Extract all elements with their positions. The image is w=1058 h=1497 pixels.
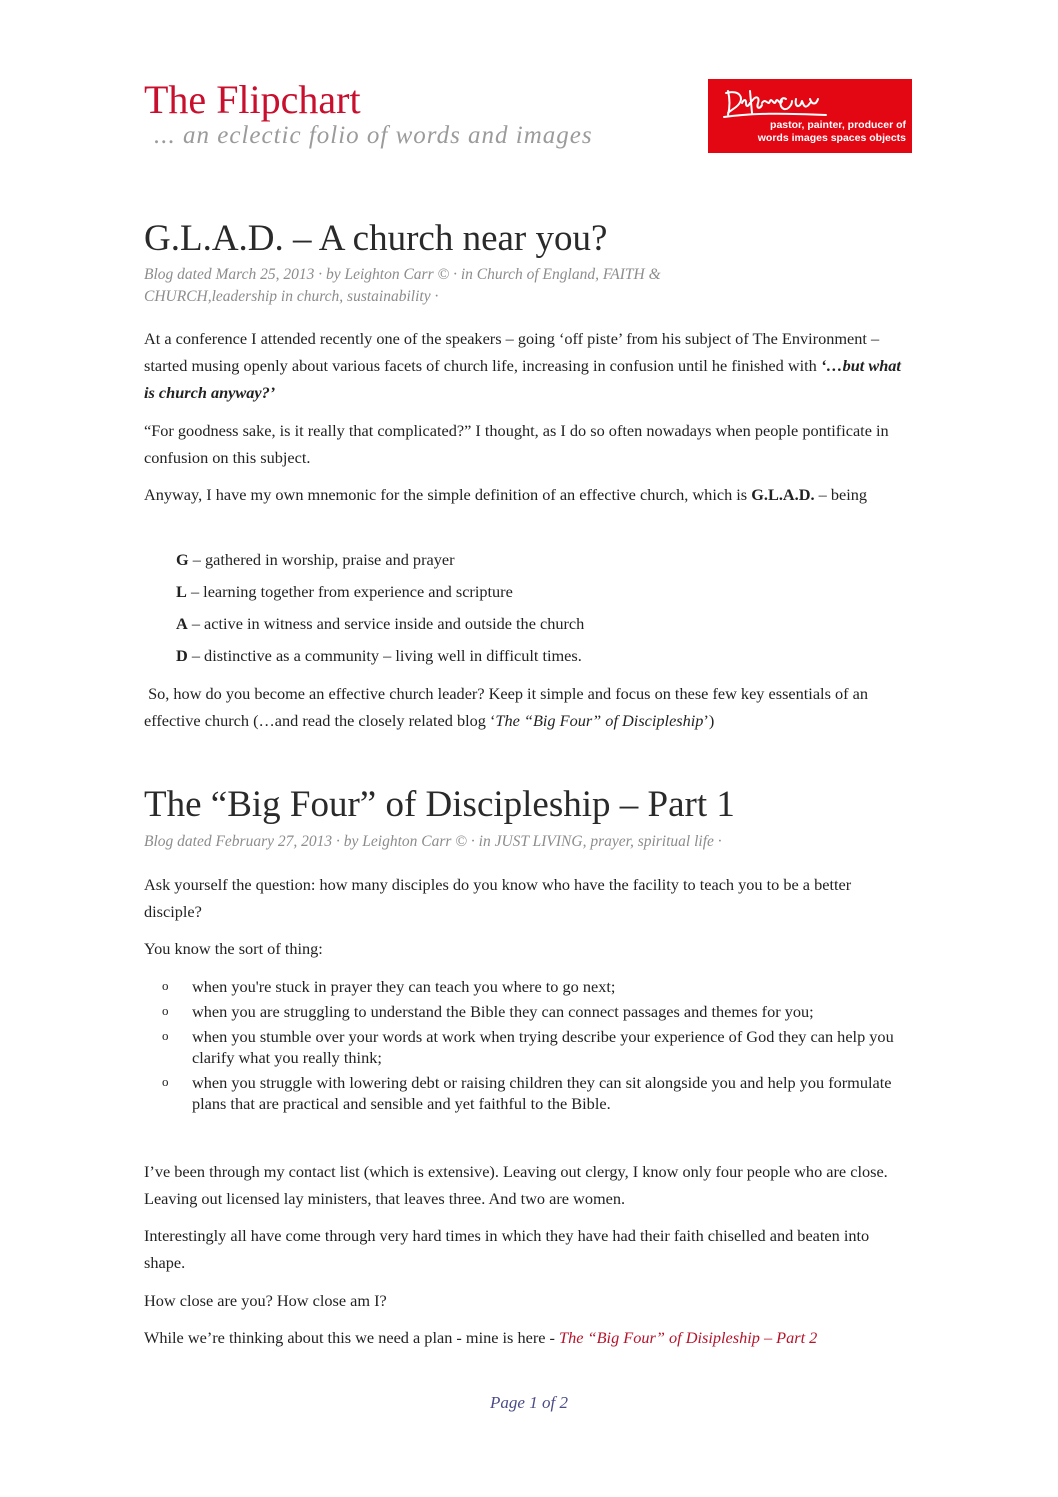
post-paragraph: I’ve been through my contact list (which is extensive). Leaving out clergy, I know only four people who are close. Leaving out licensed lay ministers, that leaves three. And two are women. xyxy=(144,1162,888,1208)
bullet-icon: o xyxy=(162,1003,169,1018)
post-meta xyxy=(144,264,824,308)
list-item-text: when you are struggling to understand the Bible they can connect passages and themes for you; xyxy=(192,1002,814,1021)
list-item xyxy=(144,1072,904,1114)
related-blog-link[interactable]: The “Big Four” of Discipleship xyxy=(495,711,704,730)
post-paragraph: Ask yourself the question: how many disciples do you know who have the facility to teach you to be a better disciple? xyxy=(144,875,852,921)
bullet-icon: o xyxy=(162,1074,169,1089)
post-meta-line2: CHURCH,leadership in church, sustainability · xyxy=(144,288,439,305)
definition-text: – learning together from experience and scripture xyxy=(190,582,513,601)
author-logo[interactable] xyxy=(708,79,912,153)
list-item xyxy=(144,976,904,997)
post-title[interactable]: The “Big Four” of Discipleship – Part 1 xyxy=(144,784,735,825)
definition-letter: L xyxy=(176,582,187,601)
list-item-text: when you struggle with lowering debt or raising children they can sit alongside you and help you formulate plans that are practical and sensible and yet faithful to the Bible. xyxy=(192,1073,892,1113)
bullet-list xyxy=(144,976,904,1118)
author-tagline xyxy=(758,119,906,145)
definition-item xyxy=(176,645,582,667)
definition-item xyxy=(176,581,513,603)
paragraph-text: Anyway, I have my own mnemonic for the simple definition of an effective church, which is xyxy=(144,485,748,504)
post-paragraph xyxy=(144,325,904,406)
post-meta-line1: Blog dated March 25, 2013 · by Leighton Carr © · in Church of England, FAITH & xyxy=(144,266,661,283)
post-paragraph: You know the sort of thing: xyxy=(144,939,323,958)
list-item xyxy=(144,1001,904,1022)
definition-text: – distinctive as a community – living well in difficult times. xyxy=(191,646,582,665)
definition-item xyxy=(176,549,455,571)
definition-letter: D xyxy=(176,646,188,665)
paragraph-text: At a conference I attended recently one of the speakers – going ‘off piste’ from his subject of The Environment – started musing openly about various facets of church life, increasing in confusion until he finished with xyxy=(144,329,880,375)
site-title[interactable]: The Flipchart xyxy=(144,77,361,122)
post-title[interactable]: G.L.A.D. – A church near you? xyxy=(144,218,608,259)
definition-letter: G xyxy=(176,550,189,569)
paragraph-text: While we’re thinking about this we need a plan - mine is here - xyxy=(144,1328,555,1347)
site-tagline: ... an eclectic folio of words and images xyxy=(154,122,593,149)
post-meta: Blog dated February 27, 2013 · by Leighton Carr © · in JUST LIVING, prayer, spiritual life · xyxy=(144,833,722,850)
paragraph-text: ’) xyxy=(703,711,715,730)
list-item-text: when you're stuck in prayer they can teach you where to go next; xyxy=(192,977,616,996)
list-item-text: when you stumble over your words at work when trying describe your experience of God they can help you clarify what you really think; xyxy=(192,1027,894,1067)
page-number: Page 1 of 2 xyxy=(490,1393,568,1412)
definition-letter: A xyxy=(176,614,188,633)
post-paragraph xyxy=(144,481,904,508)
signature-logo-icon xyxy=(722,85,832,119)
bullet-icon: o xyxy=(162,978,169,993)
author-tagline-line2: words images spaces objects xyxy=(757,132,906,144)
post-paragraph xyxy=(144,680,904,734)
post-paragraph: “For goodness sake, is it really that complicated?” I thought, as I do so often nowadays when people pontificate in confusion on this subject. xyxy=(144,421,889,467)
list-item xyxy=(144,1026,904,1068)
paragraph-text: So, how do you become an effective church leader? Keep it simple and focus on these few key essentials of an effective church (…and read the closely related blog ‘ xyxy=(144,684,868,730)
bullet-icon: o xyxy=(162,1028,169,1043)
mnemonic-bold: G.L.A.D. xyxy=(751,485,815,504)
definition-text: – active in witness and service inside and outside the church xyxy=(191,614,585,633)
definition-item xyxy=(176,613,584,635)
post-paragraph: Interestingly all have come through very hard times in which they have had their faith chiselled and beaten into shape. xyxy=(144,1226,870,1272)
definition-text: – gathered in worship, praise and prayer xyxy=(192,550,455,569)
post-paragraph xyxy=(144,1324,904,1351)
part-2-link[interactable]: The “Big Four” of Disipleship – Part 2 xyxy=(559,1328,818,1347)
author-tagline-line1: pastor, painter, producer of xyxy=(770,119,906,131)
emphasis-quote: ‘…but what is church anyway?’ xyxy=(144,356,901,402)
paragraph-text: – being xyxy=(818,485,868,504)
post-paragraph: How close are you? How close am I? xyxy=(144,1291,387,1310)
